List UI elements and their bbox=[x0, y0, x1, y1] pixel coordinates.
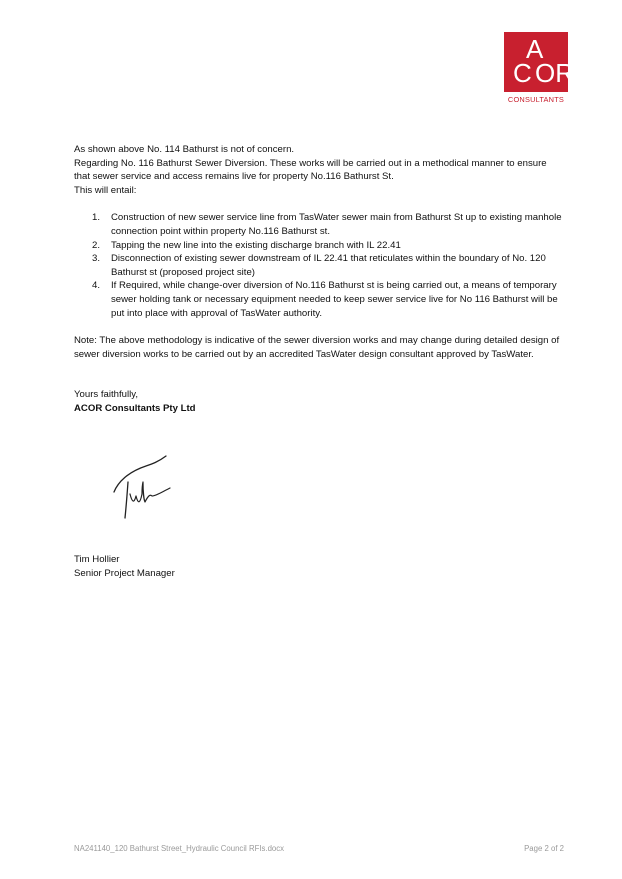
logo-letters-or: OR bbox=[535, 58, 574, 88]
list-item-text: Construction of new sewer service line from TasWater sewer main from Bathurst St up to existing manhole connection point within property No.116 Bathurst st. bbox=[111, 212, 562, 237]
signer-block bbox=[74, 553, 175, 580]
footer-page-number: Page 2 of 2 bbox=[524, 844, 564, 853]
methodology-list bbox=[74, 211, 564, 320]
list-item bbox=[74, 252, 564, 279]
list-number: 3. bbox=[92, 253, 101, 265]
signer-title: Senior Project Manager bbox=[74, 567, 175, 579]
intro-line-1: As shown above No. 114 Bathurst is not of concern. bbox=[74, 144, 295, 155]
list-number: 2. bbox=[92, 239, 101, 251]
note-paragraph: Note: The above methodology is indicative of the sewer diversion works and may change during detailed design of sewer diversion works to be carried out by an accredited TasWater design consultant approved by TasWater. bbox=[74, 335, 560, 360]
footer-filename: NA241140_120 Bathurst Street_Hydraulic Council RFIs.docx bbox=[74, 844, 285, 853]
company-name bbox=[74, 402, 564, 416]
company-logo bbox=[504, 32, 574, 104]
list-item-text: Tapping the new line into the existing discharge branch with IL 22.41 bbox=[111, 239, 401, 251]
list-number: 4. bbox=[92, 280, 101, 292]
logo-wordmark: CONSULTANTS bbox=[507, 95, 565, 104]
list-number: 1. bbox=[92, 212, 101, 224]
list-item bbox=[74, 279, 564, 320]
list-item bbox=[74, 211, 564, 238]
logo-letter-a: A bbox=[526, 34, 544, 64]
intro-line-2: Regarding No. 116 Bathurst Sewer Diversion. These works will be carried out in a methodical manner to ensure that sewer service and access remains live for property No.116 Bathurst St. bbox=[74, 157, 547, 183]
list-item-text: If Required, while change-over diversion of No.116 Bathurst st is being carried out, a means of temporary sewer holding tank or necessary equipment needed to keep sewer service live for No 116 Bathurst will be put into place with approval of TasWater authority. bbox=[111, 280, 558, 319]
list-item bbox=[74, 239, 564, 253]
signer-name: Tim Hollier bbox=[74, 554, 120, 565]
salutation: Yours faithfully, bbox=[74, 389, 138, 401]
signature-image bbox=[112, 452, 176, 522]
intro-line-3: This will entail: bbox=[74, 184, 137, 196]
logo-letter-c: C bbox=[513, 58, 532, 88]
company-name-text: ACOR Consultants Pty Ltd bbox=[74, 402, 196, 414]
list-item-text: Disconnection of existing sewer downstream of IL 22.41 that reticulates within the boundary of No. 120 Bathurst st (proposed project site) bbox=[111, 253, 546, 278]
letter-body bbox=[74, 143, 564, 416]
logo-mark bbox=[504, 32, 574, 92]
page-footer bbox=[74, 844, 564, 853]
